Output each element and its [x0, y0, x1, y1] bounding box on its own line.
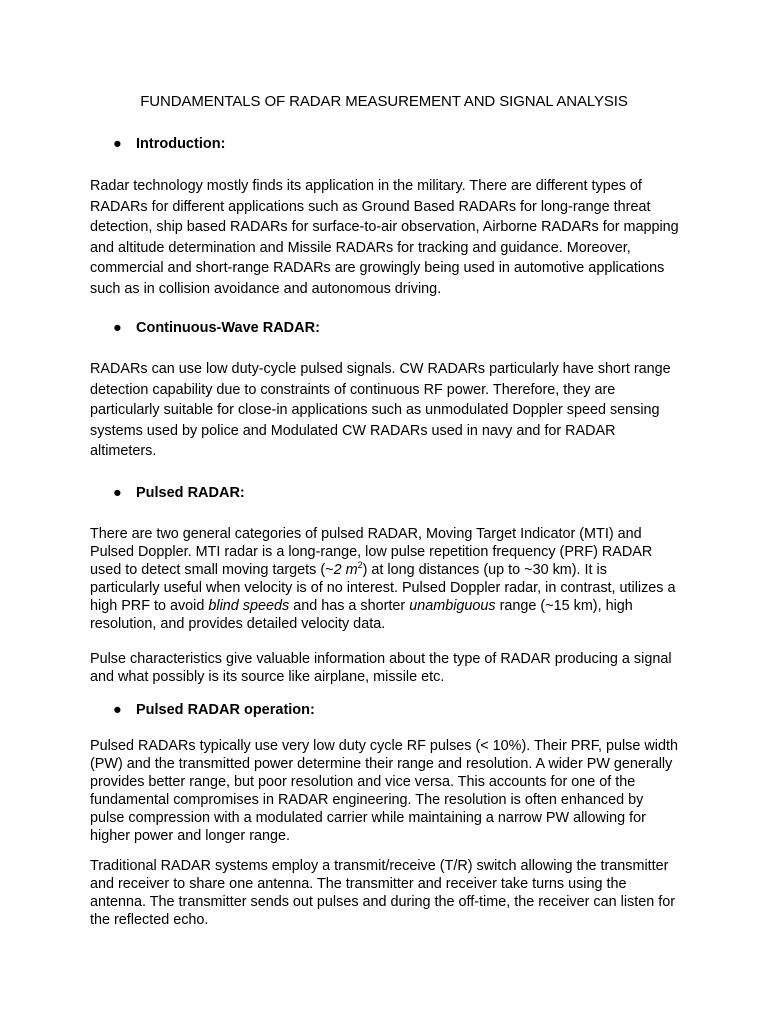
heading-text: Pulsed RADAR: — [136, 485, 245, 501]
paragraph-pulse-characteristics: Pulse characteristics give valuable information about the type of RADAR producing a signal and what possibly is its source like airplane, missile etc. — [90, 651, 672, 685]
emphasis-text: blind speeds — [208, 598, 290, 614]
text-run: There are two general categories of pulsed RADAR, Moving Target Indicator (MTI) and Pulsed Doppler. MTI radar is a long-range, low pulse repetition frequency (PRF) RADAR used to detect small moving targets (~ — [90, 526, 653, 578]
text-run: range (~15 km), high resolution, and provides detailed velocity data. — [90, 598, 633, 632]
text-run: ) at long distances (up to ~30 km). It is particularly useful when velocity is of no interest. Pulsed Doppler radar, in contrast, utilizes a high PRF to avoid — [90, 562, 676, 614]
bullet-icon: ● — [113, 136, 122, 152]
section-heading-continuous-wave — [113, 320, 320, 336]
heading-text: Introduction: — [136, 136, 226, 152]
math-base: 2 m — [333, 562, 358, 578]
document-title: FUNDAMENTALS OF RADAR MEASUREMENT AND SIGNAL ANALYSIS — [140, 93, 628, 110]
emphasis-text: unambiguous — [409, 598, 496, 614]
paragraph-pulsed-operation: Pulsed RADARs typically use very low duty cycle RF pulses (< 10%). Their PRF, pulse width (PW) and the transmitted power determine their range and resolution. A wider PW generally provides better range, but poor resolution and vice versa. This accounts for one of the fundamental compromises in RADAR engineering. The resolution is often enhanced by pulse compression with a modulated carrier while maintaining a narrow PW allowing for higher power and longer range. — [90, 738, 678, 844]
section-heading-pulsed-radar-operation — [113, 702, 315, 718]
heading-text: Continuous-Wave RADAR: — [136, 320, 320, 336]
paragraph-introduction: Radar technology mostly finds its application in the military. There are different types of RADARs for different applications such as Ground Based RADARs for long-range threat detection, ship based RADARs for surface-to-air observation, Airborne RADARs for mapping and altitude determination and Missile RADARs for tracking and guidance. Moreover, commercial and short-range RADARs are growingly being used in automotive applications such as in collision avoidance and autonomous driving. — [90, 178, 679, 297]
bullet-icon: ● — [113, 320, 122, 336]
bullet-icon: ● — [113, 702, 122, 718]
paragraph-pulsed-radar-categories — [90, 525, 680, 633]
section-heading-introduction — [113, 136, 225, 152]
text-run: and has a shorter — [289, 598, 410, 614]
paragraph-tr-switch: Traditional RADAR systems employ a transmit/receive (T/R) switch allowing the transmitter and receiver to share one antenna. The transmitter and receiver take turns using the antenna. The transmitter sends out pulses and during the off-time, the receiver can listen for the reflected echo. — [90, 858, 676, 928]
bullet-icon: ● — [113, 485, 122, 501]
paragraph-continuous-wave: RADARs can use low duty-cycle pulsed signals. CW RADARs particularly have short range detection capability due to constraints of continuous RF power. Therefore, they are particularly suitable for close-in applications such as unmodulated Doppler speed sensing systems used by police and Modulated CW RADARs used in navy and for RADAR altimeters. — [90, 361, 671, 460]
section-heading-pulsed-radar — [113, 485, 245, 501]
heading-text: Pulsed RADAR operation: — [136, 702, 315, 718]
math-superscript: 2 — [357, 560, 363, 571]
math-expression — [334, 562, 363, 578]
